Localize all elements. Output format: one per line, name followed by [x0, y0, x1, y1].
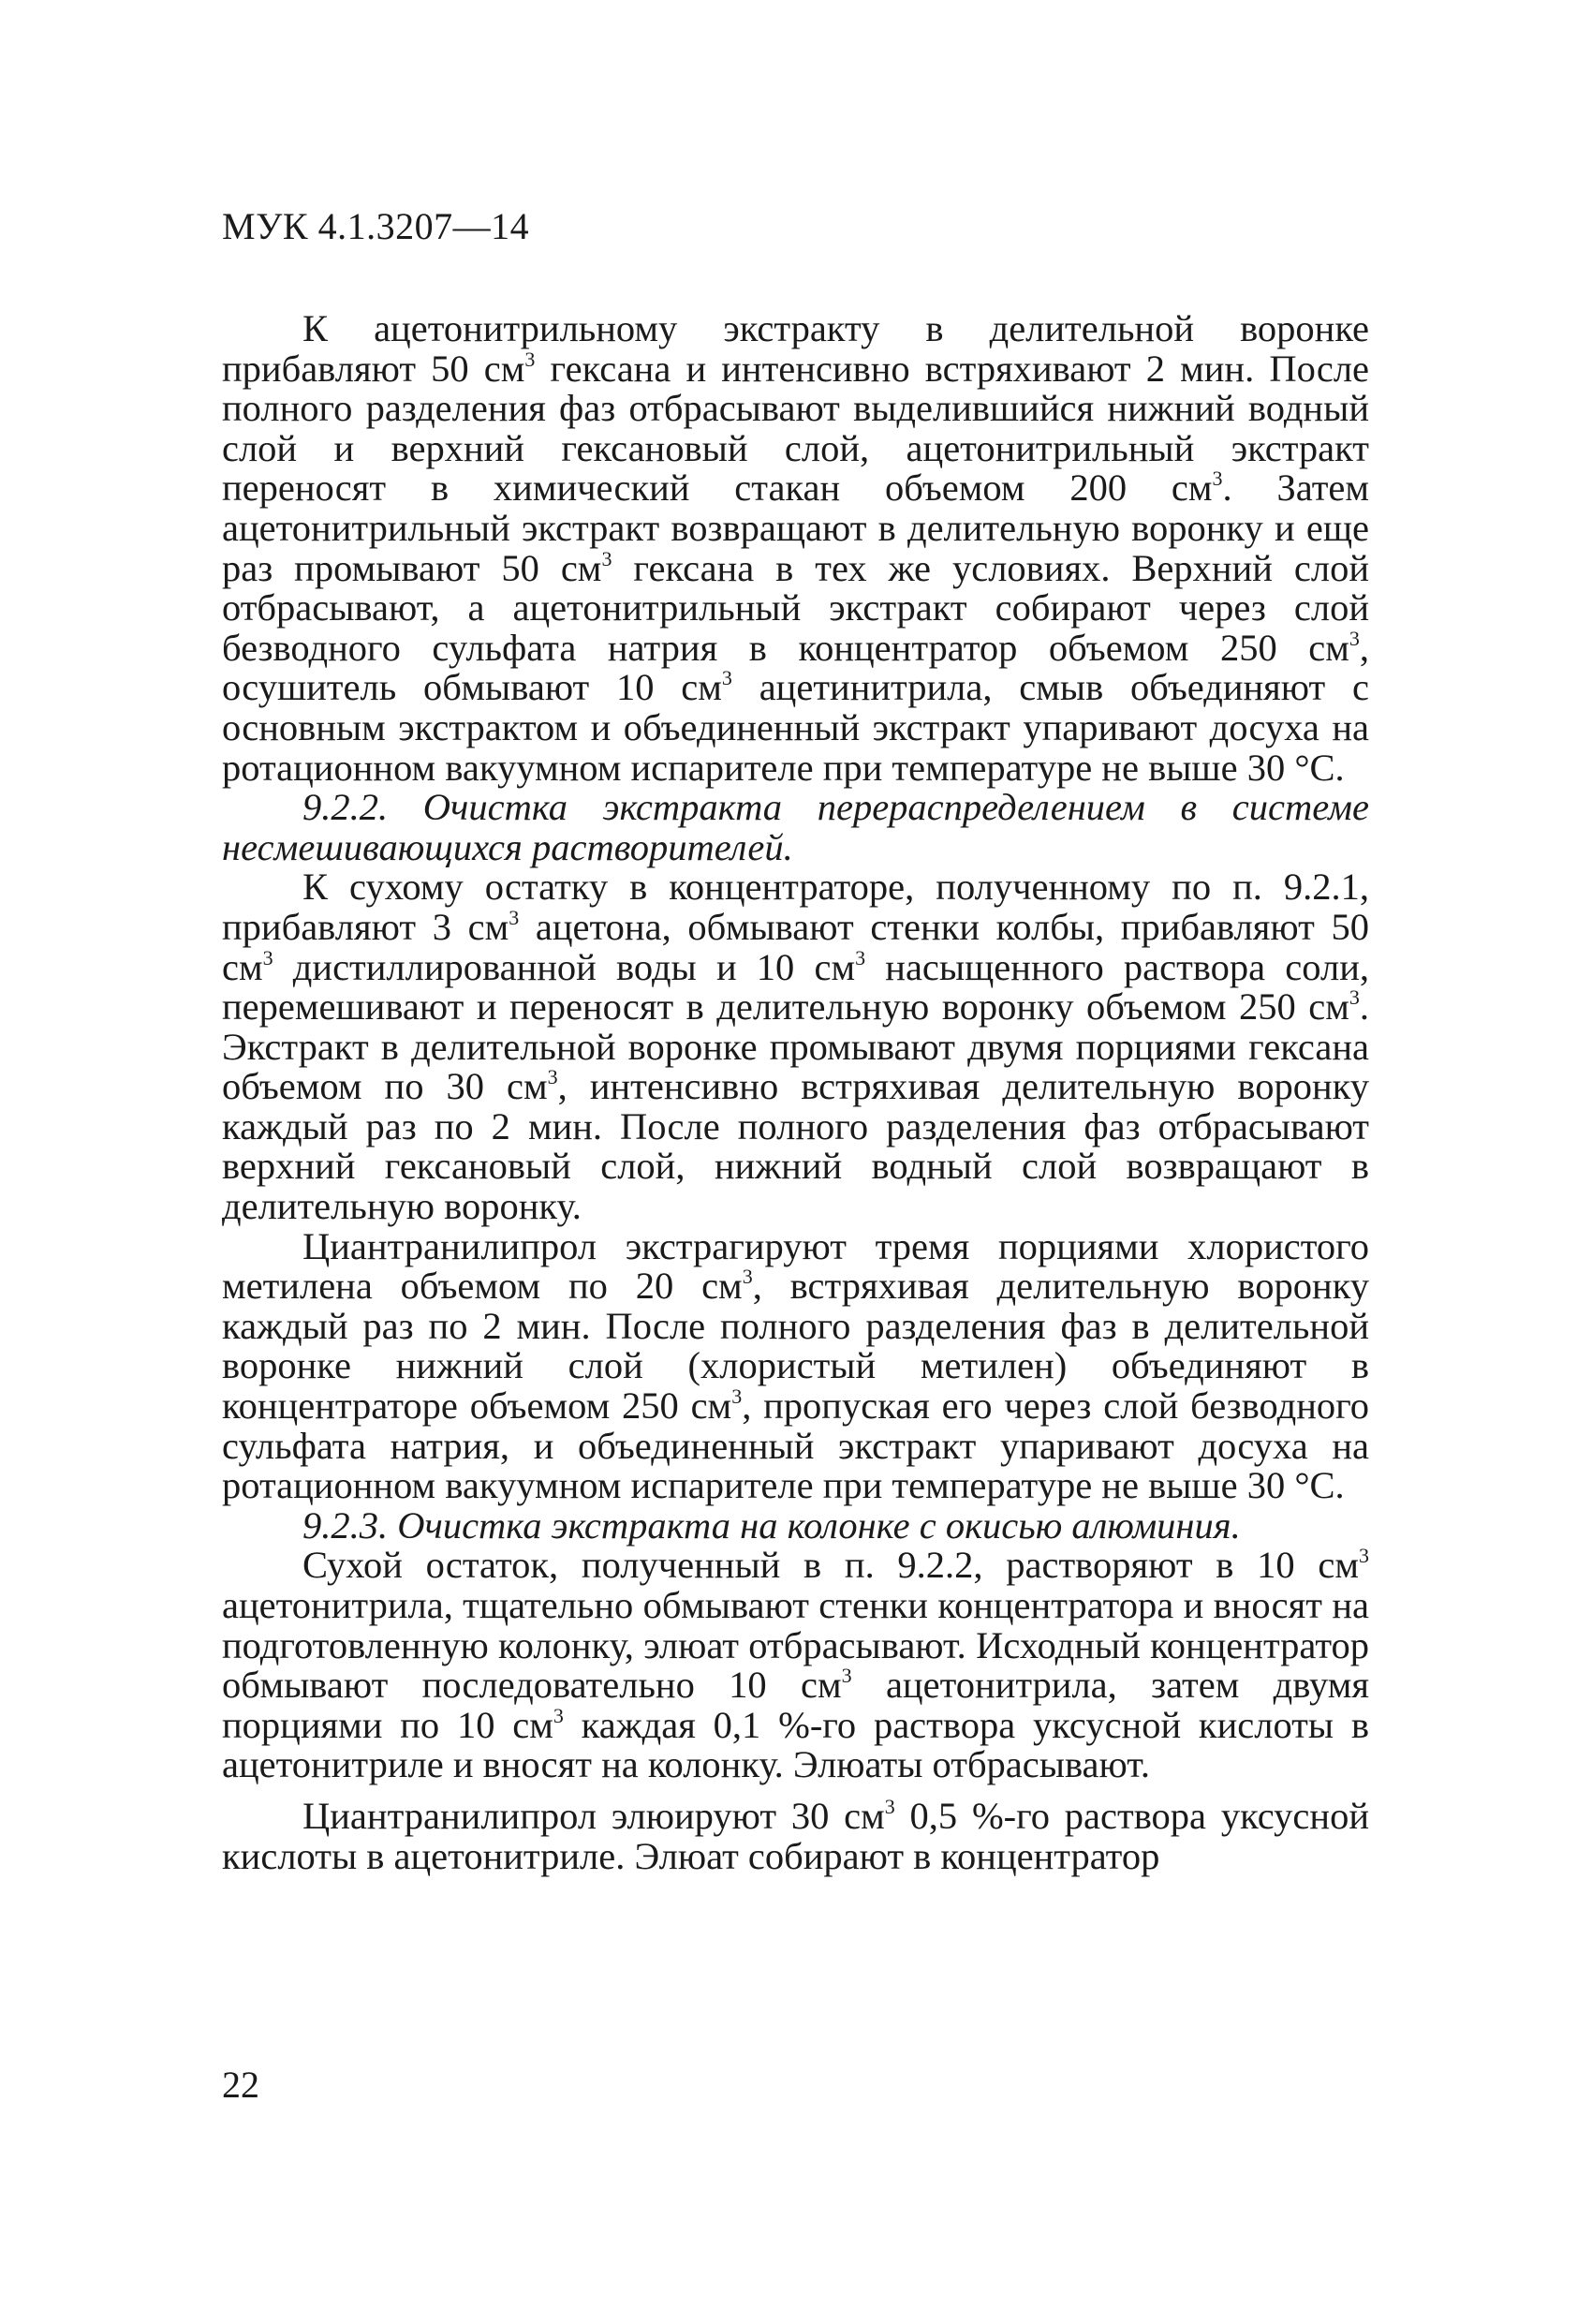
section-heading-9-2-3: 9.2.3. Очистка экстракта на колонке с окисью алюминия. [302, 1503, 1241, 1547]
paragraph-extract-wash: К ацетонитрильному экстракту в делительной воронке прибавляют 50 $см^3$ гексана и интенсивно встряхивают 2 мин. После полного разделения фаз отбрасывают выделившийся нижний водный слой и верхний гексановый слой, ацетонитрильный экстракт переносят в химический стакан объемом 200 $см^3$. Затем ацетонитрильный экстракт возвращают в делительную воронку и еще раз промывают 50 $см^3$ гексана в тех же условиях. Верхний слой отбрасывают, а ацетонитрильный экстракт собирают через слой безводного сульфата натрия в концентратор объемом 250 $см^3$, осушитель обмывают 10 $см^3$ ацетинитрила, смыв объединяют с основным экстрактом и объединенный экстракт упаривают досуха на ротационном вакуумном испарителе при температуре не выше 30 °С. [222, 307, 1369, 789]
paragraph-methylene-extraction: Циантранилипрол экстрагируют тремя порциями хлористого метилена объемом по 20 $см^3$, встряхивая делительную воронку каждый раз по 2 мин. После полного разделения фаз в делительной воронке нижний слой (хлористый метилен) объединяют в концентраторе объемом 250 $см^3$, пропуская его через слой безводного сульфата натрия, и объединенный экстракт упаривают досуха на ротационном вакуумном испарителе при температуре не выше 30 °С. [222, 1224, 1369, 1507]
section-heading-9-2-2: 9.2.2. Очистка экстракта перераспределением в системе несмешивающихся растворителей. [222, 786, 1369, 868]
paragraph-repartition: К сухому остатку в концентраторе, полученному по п. 9.2.1, прибавляют 3 $см^3$ ацетона, обмывают стенки колбы, прибавляют 50 $см^3$ дистиллированной воды и 10 $см^3$ насыщенного раствора соли, перемешивают и переносят в делительную воронку объемом 250 $см^3$. Экстракт в делительной воронке промывают двумя порциями гексана объемом по 30 $см^3$, интенсивно встряхивая делительную воронку каждый раз по 2 мин. После полного разделения фаз отбрасывают верхний гексановый слой, нижний водный слой возвращают в делительную воронку. [222, 866, 1370, 1228]
document-code: МУК 4.1.3207—14 [222, 205, 530, 247]
page-number: 22 [222, 2064, 259, 2106]
paragraph-column-loading: Сухой остаток, полученный в п. 9.2.2, растворяют в 10 $см^3$ ацетонитрила, тщательно обмывают стенки концентратора и вносят на подготовленную колонку, элюат отбрасывают. Исходный концентратор обмывают последовательно 10 $см^3$ ацетонитрила, затем двумя порциями по 10 $см^3$ каждая 0,1 %-го раствора уксусной кислоты в ацетонитриле и вносят на колонку. Элюаты отбрасывают. [222, 1544, 1370, 1786]
paragraph-elution: Циантранилипрол элюируют 30 $см^3$ 0,5 %-го раствора уксусной кислоты в ацетонитриле. Элюат собирают в концентратор [222, 1794, 1370, 1877]
body-text [222, 309, 1369, 1876]
